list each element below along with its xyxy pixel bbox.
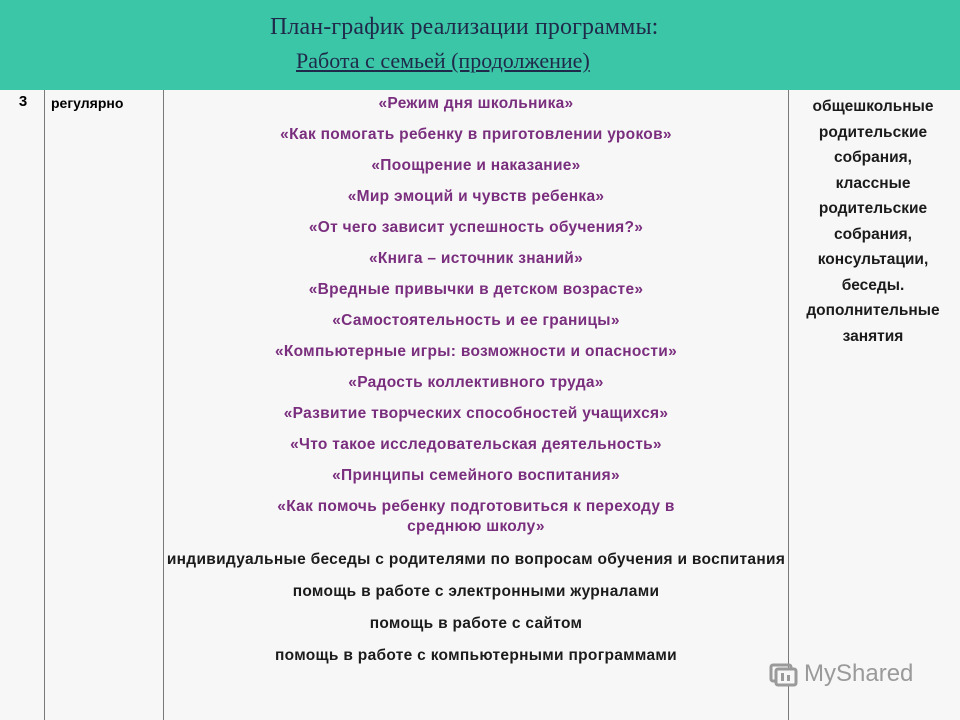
plan-table <box>0 90 960 720</box>
row-frequency: регулярно <box>51 95 124 111</box>
topic-item: «Мир эмоций и чувств ребенка» <box>347 188 605 205</box>
topic-item: «Что такое исследовательская деятельность» <box>290 436 662 453</box>
activity-item: помощь в работе с компьютерными программами <box>275 647 677 664</box>
topic-item: «Как помогать ребенку в приготовлении уроков» <box>280 126 672 143</box>
activity-item: помощь в работе с сайтом <box>369 615 583 632</box>
row-number: 3 <box>18 93 28 110</box>
column-divider <box>163 90 164 720</box>
topic-item: «Радость коллективного труда» <box>348 374 604 391</box>
topic-item: «Развитие творческих способностей учащихся» <box>283 405 669 422</box>
slide-subtitle: Работа с семьей (продолжение) <box>296 48 590 73</box>
topic-item: «Компьютерные игры: возможности и опасности» <box>274 343 678 360</box>
topic-item: «Режим дня школьника» <box>378 95 574 112</box>
form-line: общешкольные <box>812 98 934 115</box>
forms-cell <box>790 94 956 349</box>
form-line: собрания, <box>834 225 912 243</box>
watermark-text: MyShared <box>804 660 914 687</box>
form-line: родительские <box>818 200 928 217</box>
column-divider <box>44 90 45 720</box>
topic-item: «От чего зависит успешность обучения?» <box>308 219 644 236</box>
form-line: классные <box>835 174 911 192</box>
myshared-logo-icon <box>768 659 798 689</box>
activity-item: индивидуальные беседы с родителями по вопросам обучения и воспитания <box>166 551 786 568</box>
activity-item: помощь в работе с электронными журналами <box>292 583 660 600</box>
topic-item: «Принципы семейного воспитания» <box>332 467 620 484</box>
topic-item: «Самостоятельность и ее границы» <box>332 312 620 329</box>
form-line: консультации, <box>817 251 929 268</box>
slide-header <box>0 0 960 92</box>
topic-item: «Вредные привычки в детском возрасте» <box>308 281 644 298</box>
form-line: дополнительные <box>806 302 940 319</box>
form-line: собрания, <box>834 149 912 166</box>
form-line: беседы. <box>841 276 905 294</box>
form-line: занятия <box>842 327 904 345</box>
column-divider <box>788 90 789 720</box>
topic-item: «Как помочь ребенку подготовиться к переходу в среднюю школу» <box>277 498 675 535</box>
topics-cell <box>166 94 786 676</box>
slide-title: План-график реализации программы: <box>270 14 659 40</box>
watermark <box>768 657 913 691</box>
topic-item: «Поощрение и наказание» <box>371 157 581 174</box>
topic-item: «Книга – источник знаний» <box>368 250 584 267</box>
form-line: родительские <box>818 123 928 141</box>
